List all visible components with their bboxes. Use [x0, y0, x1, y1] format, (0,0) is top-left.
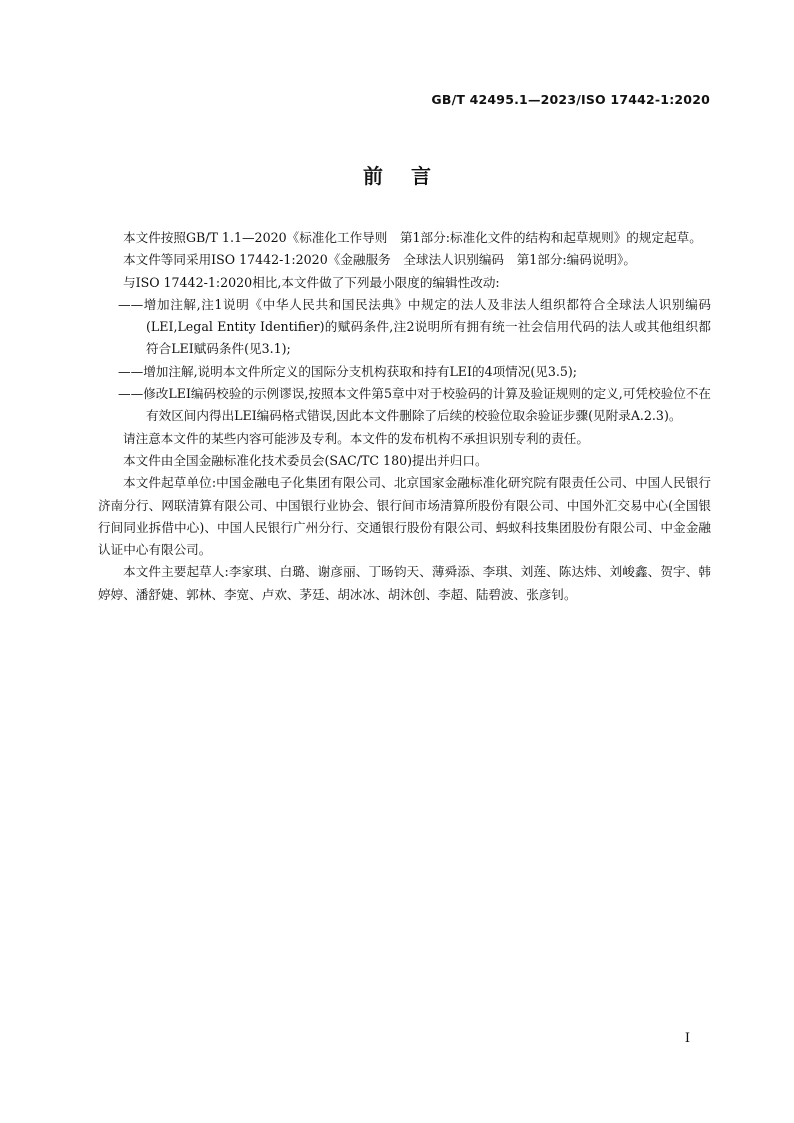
change-item-check-digit: ——修改LEI编码校验的示例谬误,按照本文件第5章中对于校验码的计算及验证规则的定义,可凭校验位不在有效区间内得出LEI编码格式错误,因此本文件删除了后续的校验位取余验证步骤(见附录A.2.3)。 [118, 386, 711, 424]
drafting-units-paragraph: 本文件起草单位:中国金融电子化集团有限公司、北京国家金融标准化研究院有限责任公司、中国人民银行济南分行、网联清算有限公司、中国银行业协会、银行间市场清算所股份有限公司、中国外汇交易中心(全国银行间同业拆借中心)、中国人民银行广州分行、交通银行股份有限公司、蚂蚁科技集团股份有限公司、中金金融认证中心有限公司。 [98, 475, 711, 558]
change-item-branch: ——增加注解,说明本文件所定义的国际分支机构获取和持有LEI的4项情况(见3.5); [118, 363, 578, 379]
page-number: I [684, 1031, 690, 1046]
foreword-body [98, 227, 711, 606]
adoption-paragraph: 本文件等同采用ISO 17442-1:2020《金融服务 全球法人识别编码 第1部分:编码说明》。 [123, 252, 636, 268]
drafting-rules-paragraph: 本文件按照GB/T 1.1—2020《标准化工作导则 第1部分:标准化文件的结构和起草规则》的规定起草。 [123, 230, 702, 245]
change-item-note: ——增加注解,注1说明《中华人民共和国民法典》中规定的法人及非法人组织都符合全球法人识别编码(LEI,Legal Entity Identifier)的赋码条件,注2说明所有拥有统一社会信用代码的法人或其他组织都符合LEI赋码条件(见3.1); [118, 296, 711, 357]
proposer-paragraph: 本文件由全国金融标准化技术委员会(SAC/TC 180)提出并归口。 [123, 452, 488, 468]
standard-code: GB/T 42495.1—2023/ISO 17442-1:2020 [431, 92, 710, 107]
patent-notice-paragraph: 请注意本文件的某些内容可能涉及专利。本文件的发布机构不承担识别专利的责任。 [123, 430, 589, 446]
changes-intro-paragraph: 与ISO 17442-1:2020相比,本文件做了下列最小限度的编辑性改动: [123, 274, 500, 290]
page-title: 前言 [363, 164, 459, 188]
drafters-paragraph: 本文件主要起草人:李家琪、白璐、谢彦丽、丁旸钧天、薄舜添、李琪、刘莲、陈达炜、刘峻鑫、贺宇、韩婷婷、潘舒婕、郭林、李宽、卢欢、茅廷、胡冰冰、胡沐创、李超、陆碧波、张彦钊。 [98, 564, 711, 602]
